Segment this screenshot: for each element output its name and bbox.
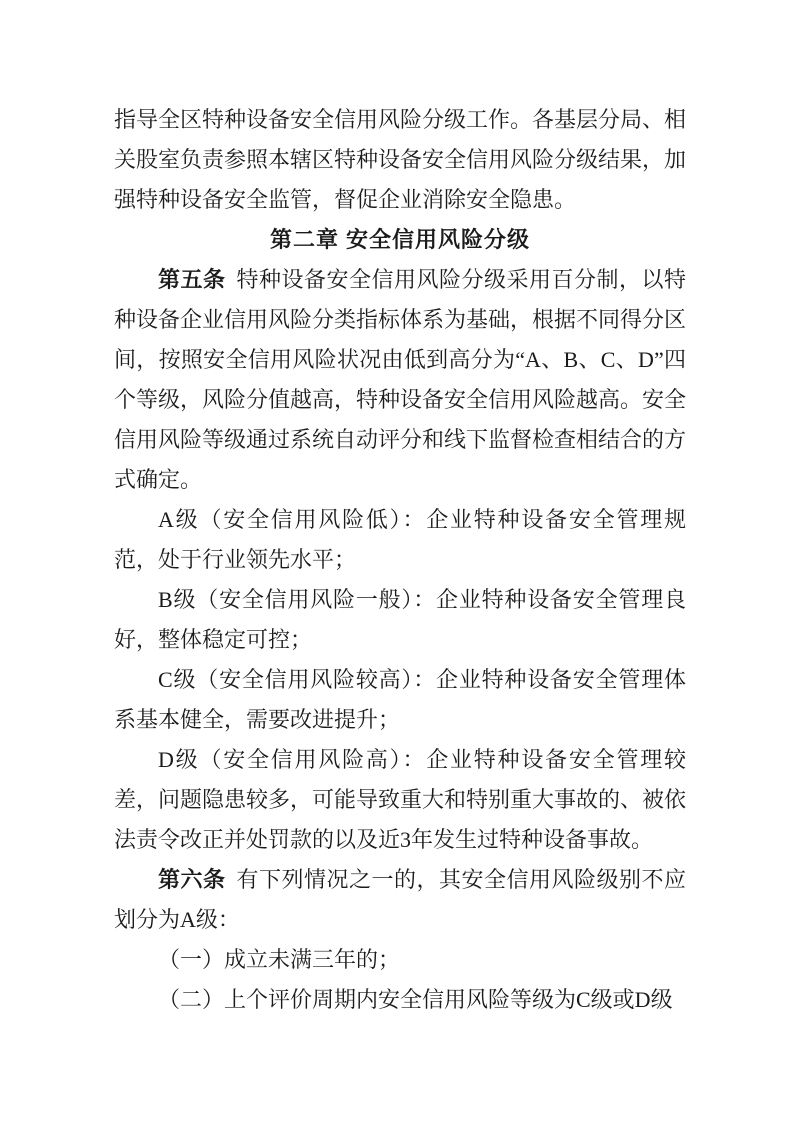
document-content [114,100,686,1020]
chapter-heading: 第二章 安全信用风险分级 [269,227,531,252]
paragraph-grade-a: A级（安全信用风险低）：企业特种设备安全管理规范，处于行业领先水平； [114,507,686,572]
paragraph-item-one: （一）成立未满三年的； [158,947,401,972]
paragraph-grade-b: B级（安全信用风险一般）：企业特种设备安全管理良好，整体稳定可控； [114,587,686,652]
paragraph-grade-c: C级（安全信用风险较高）：企业特种设备安全管理体系基本健全，需要改进提升； [114,667,686,732]
paragraph-intro: 指导全区特种设备安全信用风险分级工作。各基层分局、相关股室负责参照本辖区特种设备安全信用风险分级结果，加强特种设备安全监管，督促企业消除安全隐患。 [114,107,687,212]
paragraph-grade-d: D级（安全信用风险高）：企业特种设备安全管理较差，问题隐患较多，可能导致重大和特别重大事故的、被依法责令改正并处罚款的以及近3年发生过特种设备事故。 [114,747,687,852]
article-5-text: 特种设备安全信用风险分级采用百分制，以特种设备企业信用风险分类指标体系为基础，根据不同得分区间，按照安全信用风险状况由低到高分为“A、B、C、D”四个等级，风险分值越高，特种设备安全信用风险越高。安全信用风险等级通过系统自动评分和线下监督检查相结合的方式确定。 [114,267,687,492]
paragraph-item-two: （二）上个评价周期内安全信用风险等级为C级或D级 [158,987,673,1012]
article-6-label: 第六条 [158,867,226,892]
paragraph-article-5 [114,260,686,500]
article-5-label: 第五条 [158,267,226,292]
paragraph-article-6 [114,860,686,940]
article-6-text: 有下列情况之一的，其安全信用风险级别不应划分为A级： [114,867,686,932]
